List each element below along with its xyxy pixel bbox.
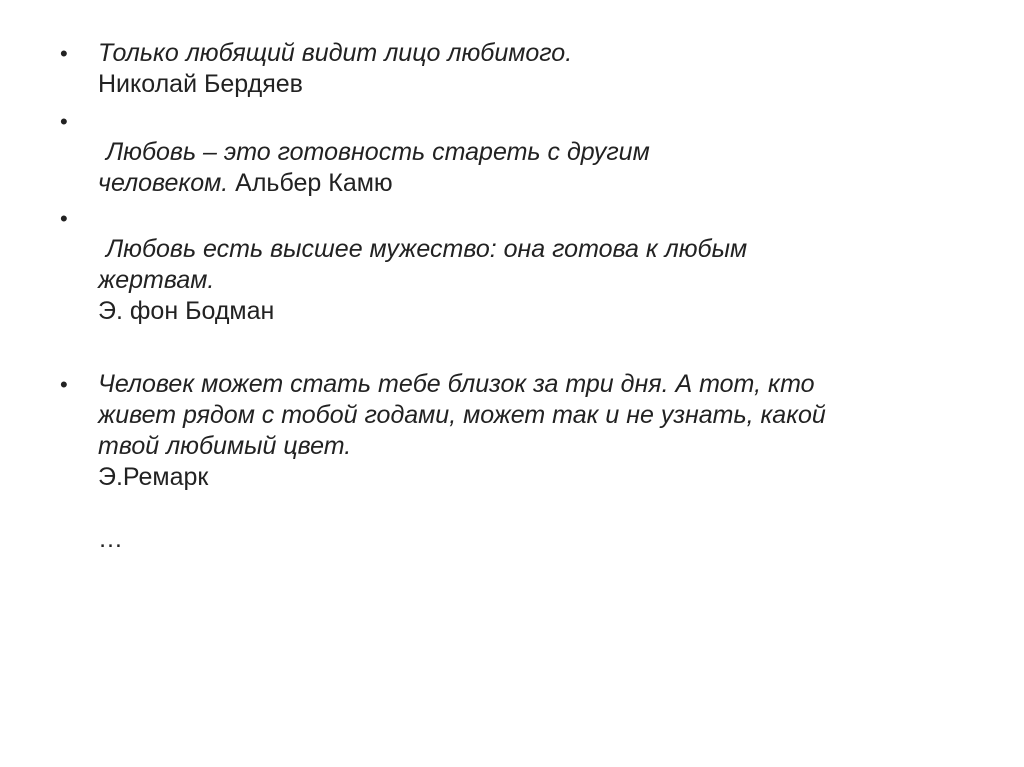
quote-author: Э.Ремарк [98, 463, 209, 491]
ellipsis-text: … [98, 525, 123, 553]
quote-text: Любовь есть высшее мужество: она готова к любым [106, 235, 748, 263]
quote-text: Человек может стать тебе близок за три дня. А тот, кто [98, 370, 815, 398]
quote-author: Николай Бердяев [98, 70, 303, 98]
quote-text-end: человеком. [98, 169, 229, 197]
bullet: • [60, 41, 68, 66]
quote-author: Э. фон Бодман [98, 297, 275, 325]
quote-block-camus [98, 137, 978, 199]
bullet: • [60, 206, 68, 231]
quote-text: живет рядом с тобой годами, может так и не узнать, какой [98, 401, 826, 429]
quote-text: Только любящий видит лицо любимого. [98, 39, 573, 67]
bullet: • [60, 109, 68, 134]
ellipsis [98, 524, 978, 555]
quote-text: твой любимый цвет. [98, 432, 352, 460]
bullet: • [60, 372, 68, 397]
quote-block-berdyaev [98, 38, 978, 100]
quote-text: Любовь – это готовность стареть с другим [106, 138, 650, 166]
quote-author-line [98, 168, 978, 199]
quote-block-remarque [98, 369, 978, 493]
quote-author: Альбер Камю [235, 169, 393, 197]
quote-block-bodman [98, 234, 978, 327]
quote-text: жертвам. [98, 266, 215, 294]
